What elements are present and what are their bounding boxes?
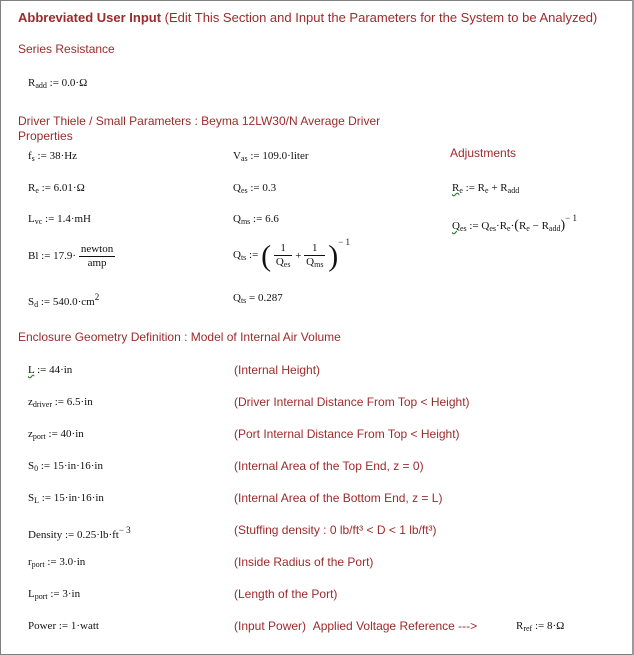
re-definition[interactable]: $R_e$ := 6.01·Ω: [28, 182, 85, 195]
lport-description: (Length of the Port): [234, 587, 338, 601]
vas-definition[interactable]: $V_{as}$ := 109.0·liter: [233, 150, 309, 163]
power-description: (Input Power) Applied Voltage Reference --->: [234, 619, 478, 633]
enclosure-heading: Enclosure Geometry Definition : Model of Internal Air Volume: [18, 330, 341, 344]
s0-definition[interactable]: $S_0$ := 15·in·16·in: [28, 460, 103, 473]
zport-description: (Port Internal Distance From Top < Height): [234, 427, 460, 441]
rport-definition[interactable]: $r_{port}$ := 3.0·in: [28, 556, 86, 569]
voltage-reference-label: Applied Voltage Reference --->: [312, 619, 478, 633]
zport-definition[interactable]: $z_{port}$ := 40·in: [28, 428, 84, 441]
lvc-definition[interactable]: $L_{vc}$ := 1.4·mH: [28, 213, 91, 226]
series-resistance-heading: Series Resistance: [18, 42, 115, 56]
header-line: [18, 10, 597, 25]
density-description: (Stuffing density : 0 lb/ft³ < D < 1 lb/ft³): [234, 523, 437, 537]
rport-description: (Inside Radius of the Port): [234, 555, 374, 569]
power-definition[interactable]: Power := 1·watt: [28, 620, 99, 632]
lport-definition[interactable]: $L_{port}$ := 3·in: [28, 588, 81, 601]
rref-definition[interactable]: $R_{ref}$ := 8·Ω: [516, 620, 565, 633]
qts-result[interactable]: $Q_{ts} = 0.287$: [233, 292, 283, 305]
r-add-definition[interactable]: $R_{add}$ := 0.0·Ω: [28, 77, 88, 90]
height-definition[interactable]: L := 44·in: [28, 364, 73, 376]
zdriver-description: (Driver Internal Distance From Top < Height): [234, 395, 470, 409]
driver-heading: Driver Thiele / Small Parameters : Beyma 12LW30/N Average Driver: [18, 114, 381, 128]
sl-definition[interactable]: $S_L$ := 15·in·16·in: [28, 492, 104, 505]
zdriver-definition[interactable]: $z_{driver}$ := 6.5·in: [28, 396, 93, 409]
driver-heading-2: Properties: [18, 129, 73, 143]
header-subtitle: (Edit This Section and Input the Parameters for the System to be Analyzed): [164, 10, 598, 25]
qes-definition[interactable]: $Q_{es}$ := 0.3: [233, 182, 277, 195]
qes-adjustment[interactable]: $Q_{es}$ := $Q_{es}\cdot R_e\cdot(R_e - R_{add})^{- 1}$: [452, 213, 577, 233]
height-description: (Internal Height): [234, 363, 321, 377]
re-adjustment[interactable]: $R_e$ := $R_e + R_{add}$: [452, 182, 520, 195]
sl-description: (Internal Area of the Bottom End, z = L): [234, 491, 443, 505]
fs-definition[interactable]: $f_s$ := 38·Hz: [28, 150, 78, 163]
qms-definition[interactable]: $Q_{ms}$ := 6.6: [233, 213, 279, 226]
bl-definition[interactable]: Bl := 17.9· $\frac{\text{newton}}{\text{amp}}$: [28, 243, 114, 269]
qts-formula[interactable]: $Q_{ts}$ := ( $\frac{1}{Q_{es}}$ + $\frac{1}{Q_{ms}}$ )$^{- 1}$: [233, 237, 351, 273]
sd-definition[interactable]: $S_d$ := $540.0\cdot cm^2$: [28, 292, 100, 309]
density-definition[interactable]: Density := $0.25\cdot lb\cdot ft^{- 3}$: [28, 525, 131, 541]
header-title: Abbreviated User Input: [18, 10, 162, 25]
adjustments-label: Adjustments: [450, 146, 517, 160]
s0-description: (Internal Area of the Top End, z = 0): [234, 459, 424, 473]
